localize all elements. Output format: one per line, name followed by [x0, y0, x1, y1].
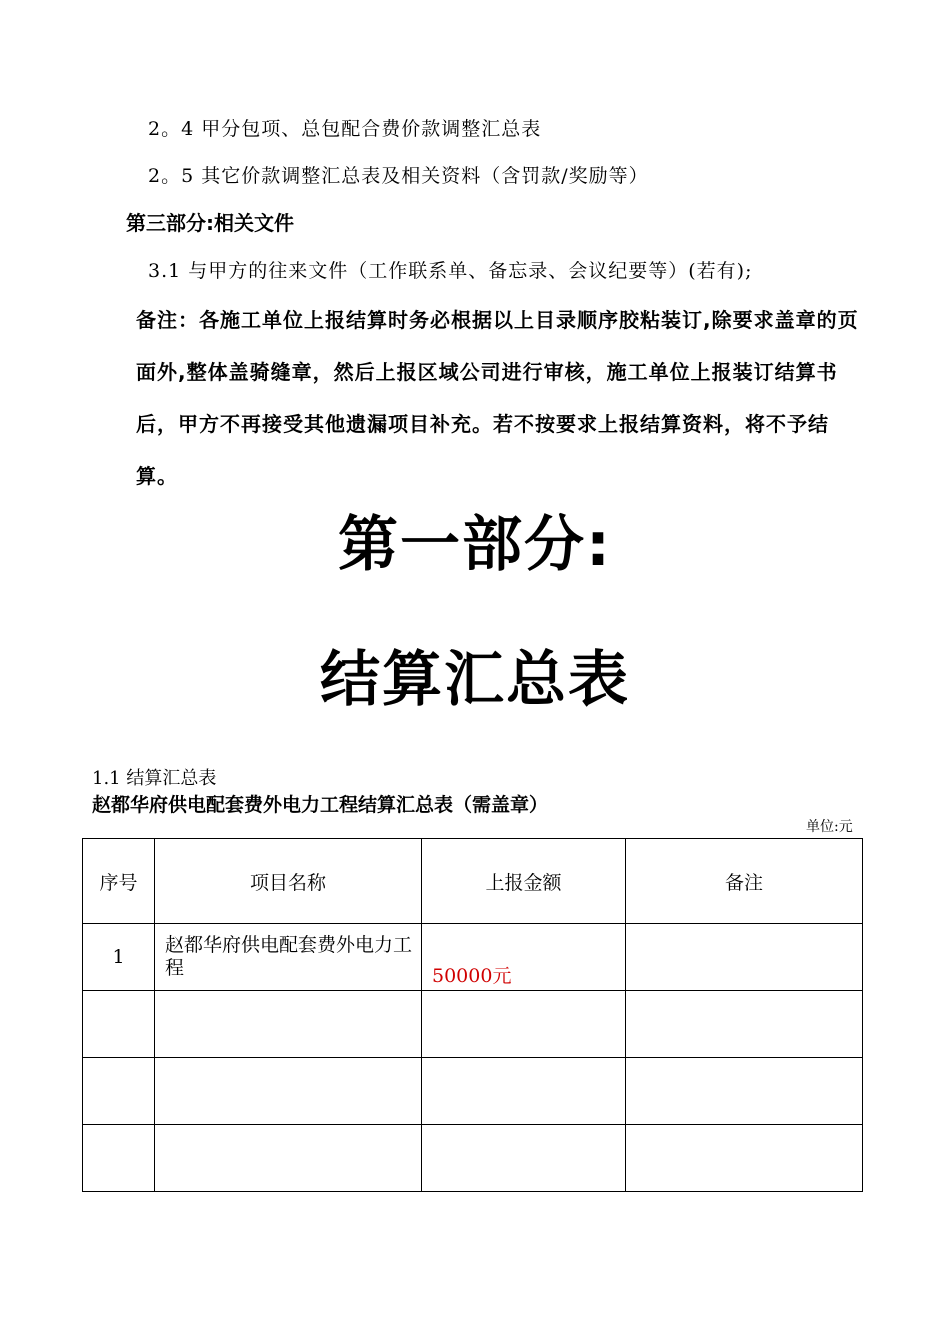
table-header-row: [83, 839, 863, 924]
cell-seq: [83, 1125, 155, 1192]
header-amount: 上报金额: [422, 839, 626, 924]
cell-amount: [422, 1125, 626, 1192]
cell-project-name: 赵都华府供电配套费外电力工程: [155, 924, 422, 991]
cell-amount: [422, 991, 626, 1058]
part-subtitle: 结算汇总表: [320, 645, 630, 715]
cell-amount: [422, 1058, 626, 1125]
cell-seq: [83, 1058, 155, 1125]
cell-remark: [626, 1125, 863, 1192]
sub-heading: 1.1 结算汇总表: [92, 768, 217, 789]
cell-remark: [626, 991, 863, 1058]
cell-amount: 50000元: [422, 924, 626, 991]
table-row: [83, 924, 863, 991]
cell-remark: [626, 924, 863, 991]
cell-seq: [83, 991, 155, 1058]
list-item-2-4: 2。4 甲分包项、总包配合费价款调整汇总表: [148, 118, 542, 140]
table-row: [83, 1058, 863, 1125]
note-paragraph: 备注：各施工单位上报结算时务必根据以上目录顺序胶粘装订,除要求盖章的页面外,整体盖骑缝章，然后上报区域公司进行审核，施工单位上报装订结算书后，甲方不再接受其他遗漏项目补充。若不按要求上报结算资料，将不予结算。: [136, 308, 859, 488]
cell-seq: 1: [83, 924, 155, 991]
table-row: [83, 991, 863, 1058]
cell-remark: [626, 1058, 863, 1125]
header-project-name: 项目名称: [155, 839, 422, 924]
summary-table: [82, 838, 863, 1192]
cell-project-name: [155, 991, 422, 1058]
cell-project-name: [155, 1058, 422, 1125]
table-row: [83, 1125, 863, 1192]
unit-label: 单位:元: [806, 819, 853, 835]
section3-heading: 第三部分:相关文件: [126, 211, 294, 235]
header-seq: 序号: [83, 839, 155, 924]
header-remark: 备注: [626, 839, 863, 924]
list-item-2-5: 2。5 其它价款调整汇总表及相关资料（含罚款/奖励等）: [148, 165, 649, 187]
cell-project-name: [155, 1125, 422, 1192]
list-item-3-1: 3.1 与甲方的往来文件（工作联系单、备忘录、会议纪要等）(若有);: [148, 260, 753, 282]
part-title: 第一部分:: [338, 510, 612, 580]
table-title: 赵都华府供电配套费外电力工程结算汇总表（需盖章）: [92, 794, 549, 816]
